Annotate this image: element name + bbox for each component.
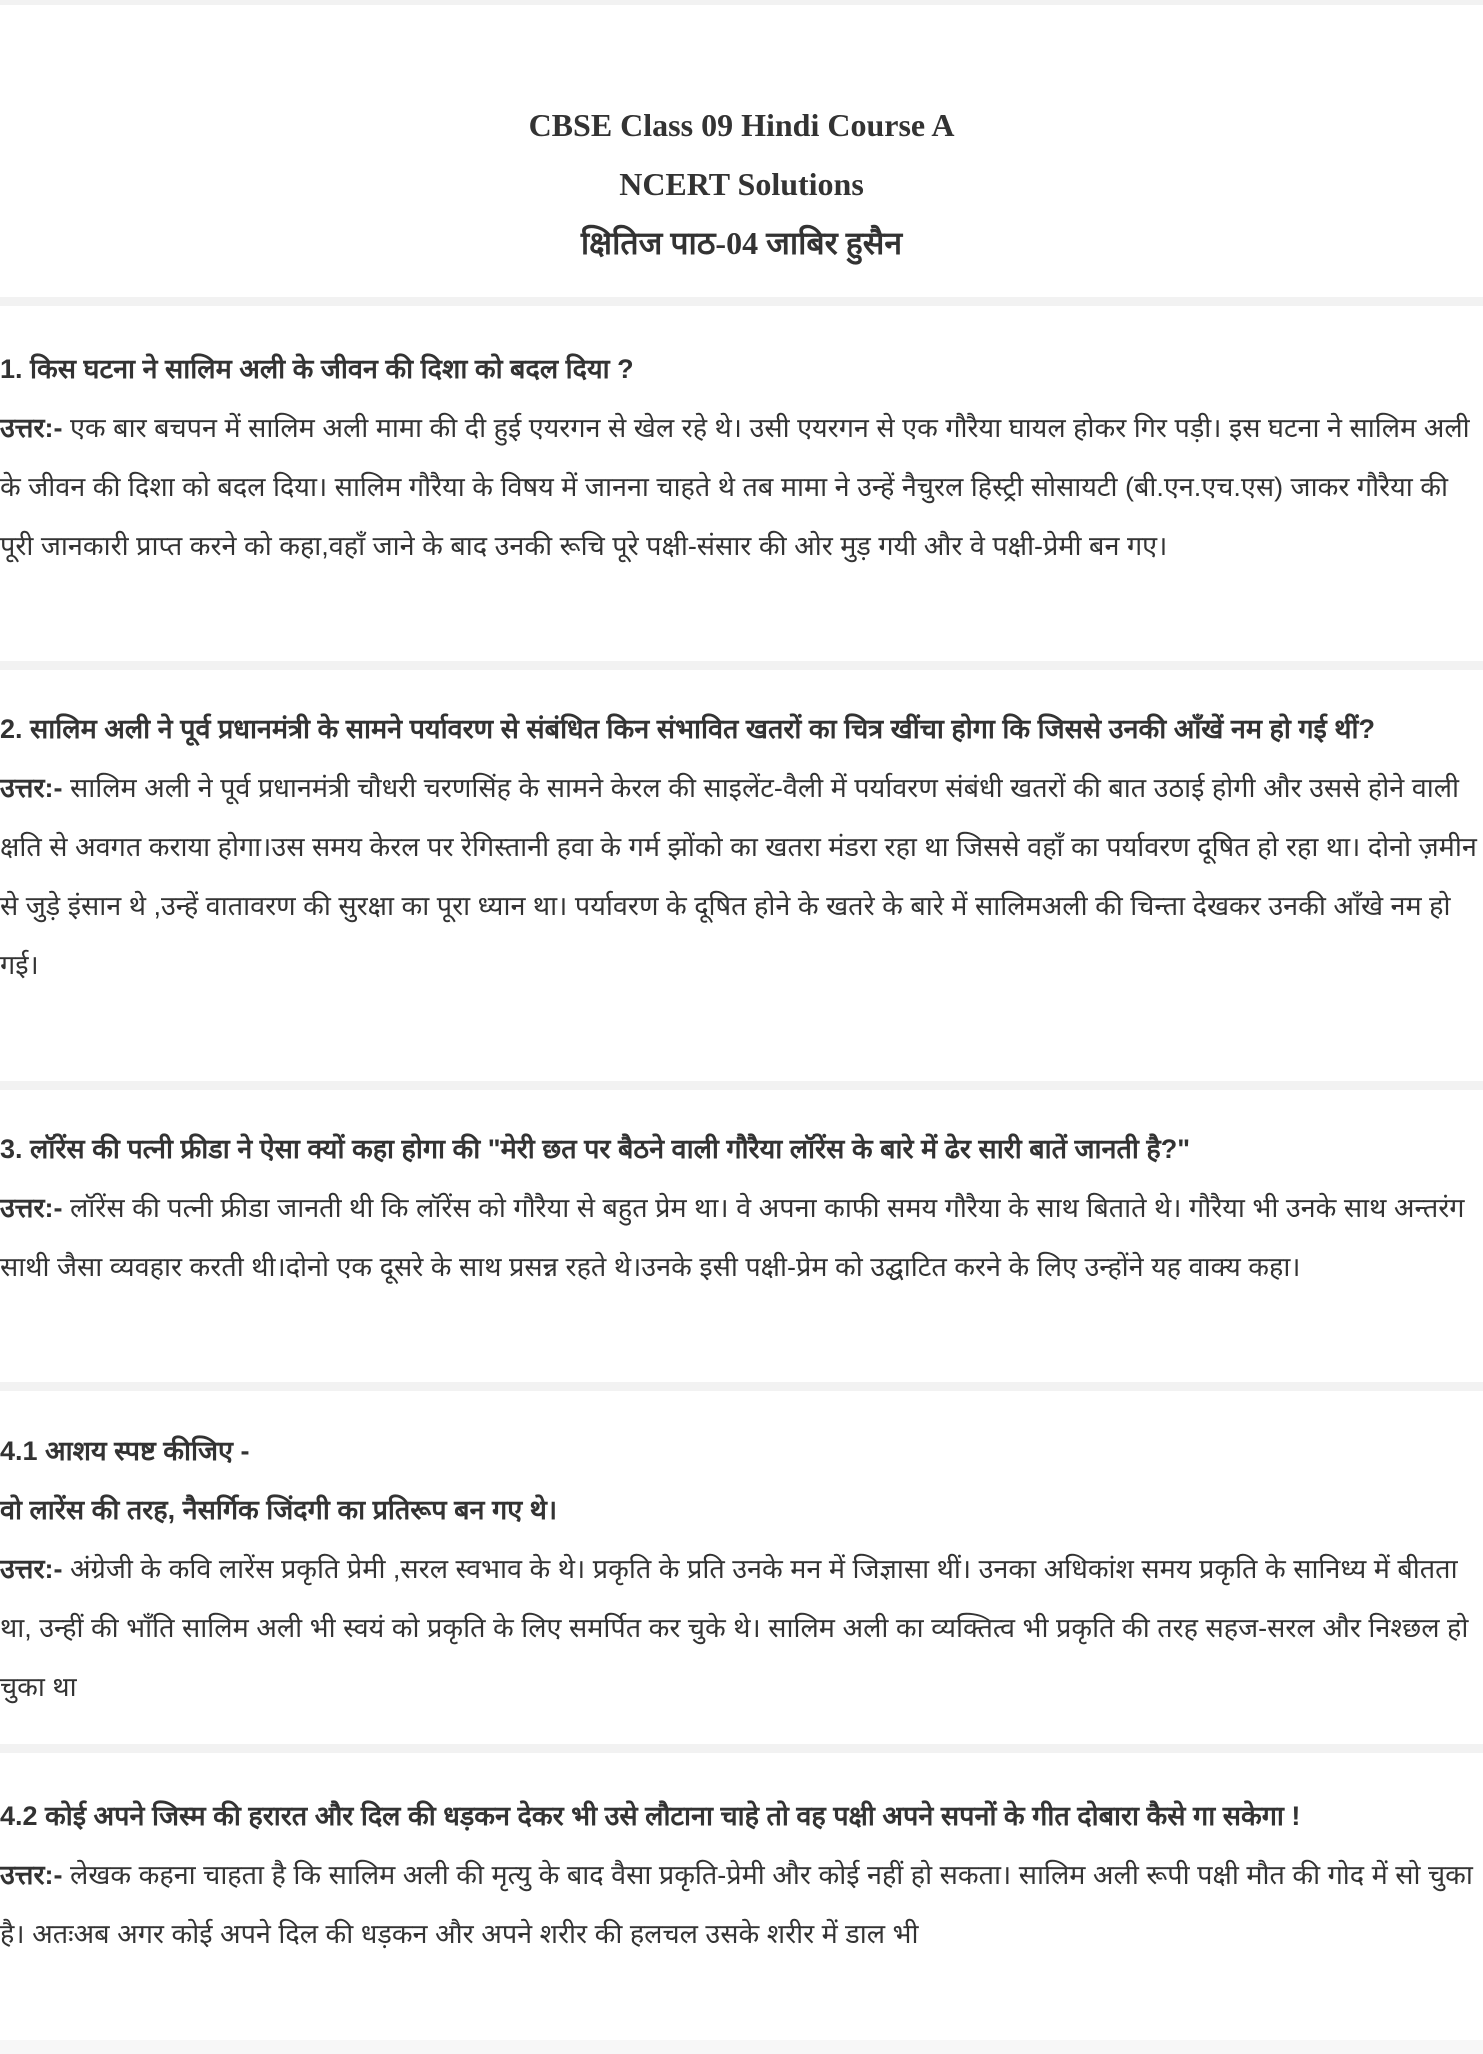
- answer-text: लेखक कहना चाहता है कि सालिम अली की मृत्यु के बाद वैसा प्रकृति-प्रेमी और कोई नहीं हो सकता। सालिम अली रूपी पक्षी मौत की गोद में सो चुका है। अतःअब अगर कोई अपने दिल की धड़कन और अपने शरीर की हलचल उसके शरीर में डाल भी: [0, 1860, 1473, 1949]
- chapter-title: क्षितिज पाठ-04 जाबिर हुसैन: [580, 225, 903, 261]
- question: 3. लॉरेंस की पत्नी फ्रीडा ने ऐसा क्यों कहा होगा की "मेरी छत पर बैठने वाली गौरैया लॉरेंस के बारे में ढेर सारी बातें जानती है?": [0, 1134, 1191, 1164]
- qa-section-2: [0, 700, 1480, 995]
- answer-text: सालिम अली ने पूर्व प्रधानमंत्री चौधरी चरणसिंह के सामने केरल की साइलेंट-वैली में पर्यावरण संबंधी खतरों की बात उठाई होगी और उससे होने वाली क्षति से अवगत कराया होगा।उस समय केरल पर रेगिस्तानी हवा के गर्म झोंको का खतरा मंडरा रहा था जिससे वहाँ का पर्यावरण दूषित हो रहा था। दोनो ज़मीन से जुड़े इंसान थे ,उन्हें वातावरण की सुरक्षा का पूरा ध्यान था। पर्यावरण के दूषित होने के खतरे के बारे में सालिमअली की चिन्ता देखकर उनकी आँखे नम हो गई।: [0, 773, 1477, 980]
- question: 2. सालिम अली ने पूर्व प्रधानमंत्री के सामने पर्यावरण से संबंधित किन संभावित खतरों का चित्र खींचा होगा कि जिससे उनकी आँखें नम हो गई थीं?: [0, 714, 1376, 744]
- answer-text: अंग्रेजी के कवि लारेंस प्रकृति प्रेमी ,सरल स्वभाव के थे। प्रकृति के प्रति उनके मन में जिज्ञासा थीं। उनका अधिकांश समय प्रकृति के सानिध्य में बीतता था, उन्हीं की भाँति सालिम अली भी स्वयं को प्रकृति के लिए समर्पित कर चुके थे। सालिम अली का व्यक्तित्व भी प्रकृति की तरह सहज-सरल और निश्छल हो चुका था: [0, 1554, 1469, 1702]
- qa-section-4-1: [0, 1422, 1480, 1717]
- answer: [0, 399, 1480, 576]
- page-title: CBSE Class 09 Hindi Course A: [528, 107, 955, 143]
- section-divider: [0, 297, 1483, 306]
- question: 1. किस घटना ने सालिम अली के जीवन की दिशा को बदल दिया ?: [0, 354, 634, 384]
- section-divider: [0, 1382, 1483, 1391]
- page-header: [0, 96, 1483, 273]
- qa-section-1: [0, 340, 1480, 576]
- top-divider: [0, 0, 1483, 5]
- answer-label: उत्तर:-: [0, 413, 63, 443]
- answer: [0, 1179, 1480, 1297]
- section-divider: [0, 661, 1483, 670]
- answer: [0, 1540, 1480, 1717]
- qa-section-3: [0, 1120, 1480, 1297]
- answer-label: उत्तर:-: [0, 773, 63, 803]
- question-quote: वो लारेंस की तरह, नैसर्गिक जिंदगी का प्रतिरूप बन गए थे।: [0, 1495, 558, 1525]
- section-divider: [0, 1744, 1483, 1753]
- answer: [0, 759, 1480, 995]
- page-subtitle: NCERT Solutions: [619, 166, 864, 202]
- answer-text: एक बार बचपन में सालिम अली मामा की दी हुई एयरगन से खेल रहे थे। उसी एयरगन से एक गौरैया घायल होकर गिर पड़ी। इस घटना ने सालिम अली के जीवन की दिशा को बदल दिया। सालिम गौरैया के विषय में जानना चाहते थे तब मामा ने उन्हें नैचुरल हिस्ट्री सोसायटी (बी.एन.एच.एस) जाकर गौरैया की पूरी जानकारी प्राप्त करने को कहा,वहाँ जाने के बाद उनकी रूचि पूरे पक्षी-संसार की ओर मुड़ गयी और वे पक्षी-प्रेमी बन गए।: [0, 413, 1470, 561]
- qa-section-4-2: [0, 1787, 1480, 1964]
- answer-label: उत्तर:-: [0, 1860, 63, 1890]
- question: 4.1 आशय स्पष्ट कीजिए -: [0, 1436, 250, 1466]
- answer-label: उत्तर:-: [0, 1554, 63, 1584]
- bottom-divider: [0, 2040, 1483, 2054]
- answer-label: उत्तर:-: [0, 1193, 63, 1223]
- answer: [0, 1846, 1480, 1964]
- question: 4.2 कोई अपने जिस्म की हरारत और दिल की धड़कन देकर भी उसे लौटाना चाहे तो वह पक्षी अपने सपनों के गीत दोबारा कैसे गा सकेगा !: [0, 1801, 1301, 1831]
- answer-text: लॉरेंस की पत्नी फ्रीडा जानती थी कि लॉरेंस को गौरैया से बहुत प्रेम था। वे अपना काफी समय गौरैया के साथ बिताते थे। गौरैया भी उनके साथ अन्तरंग साथी जैसा व्यवहार करती थी।दोनो एक दूसरे के साथ प्रसन्न रहते थे।उनके इसी पक्षी-प्रेम को उद्घाटित करने के लिए उन्होंने यह वाक्य कहा।: [0, 1193, 1465, 1282]
- section-divider: [0, 1081, 1483, 1090]
